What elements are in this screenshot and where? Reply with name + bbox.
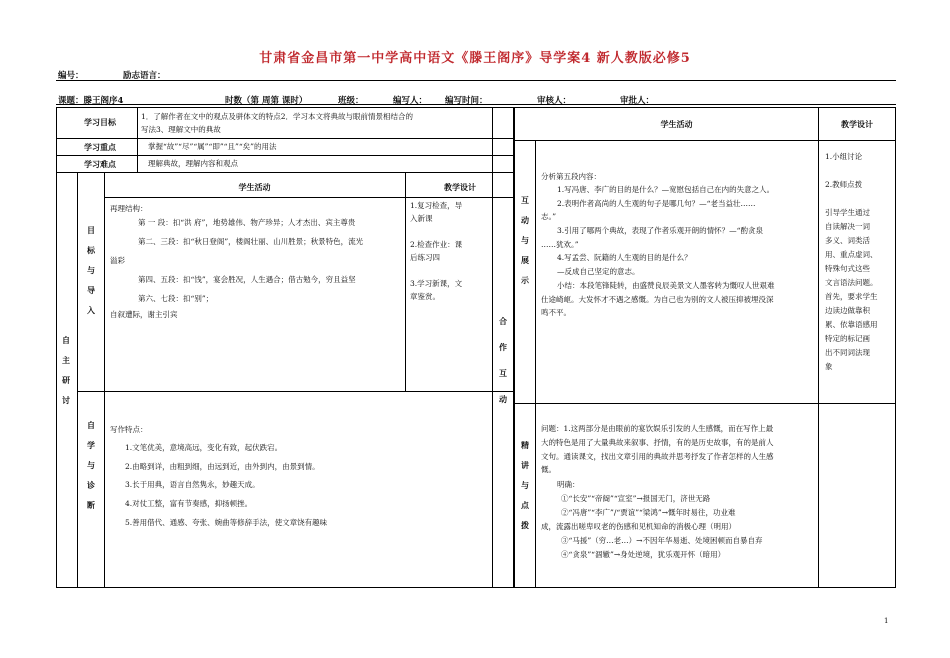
intro-label: 目标与导入 <box>87 225 95 315</box>
col-line <box>137 107 138 172</box>
explain-line-5: 明确： <box>557 480 580 489</box>
explain-line-8: 成，流露出嗟卑叹老的伤感和见机知命的消极心理（明用） <box>541 522 736 531</box>
intro-line-6: 第六、七段：扣“别”； <box>138 294 214 303</box>
row-line <box>56 138 515 139</box>
interact-line-3: 2.表明作者高尚的人生观的句子是哪几句？—“老当益壮…… <box>557 199 756 208</box>
interact-design-1: 1.小组讨论 <box>825 152 863 161</box>
intro-design-5: 3.学习新课，文 <box>410 279 463 288</box>
explain-line-4: 慨。 <box>541 465 556 474</box>
self-study-label: 自主研讨 <box>62 335 70 405</box>
class-label: 班级： <box>338 96 364 106</box>
interact-line-7: 4.写孟尝、阮籍的人生观的目的是什么？ <box>557 253 692 262</box>
goals-line-1: 1．了解作者在文中的观点及骈体文的特点2．学习本文将典故与眼前情景相结合的 <box>141 112 414 121</box>
intro-line-3: 第二、三段：扣“秋日登阁”，楼阁壮丽、山川胜景；秋景特色，流光 <box>138 237 364 246</box>
interact-label: 互动与展示 <box>521 195 529 285</box>
explain-line-1: 问题：1.这两部分是由眼前的宴饮娱乐引发的人生感慨，而在写作上最 <box>541 424 774 433</box>
interact-design-5: 多义、词类活 <box>825 236 870 245</box>
interact-line-4: 志。” <box>541 212 557 221</box>
interact-design-8: 文言语法问题。 <box>825 278 878 287</box>
interact-design-4: 自读解决一词 <box>825 222 870 231</box>
intro-line-1: 再理结构： <box>110 204 148 213</box>
interact-design-6: 用、重点虚词、 <box>825 250 878 259</box>
intro-design-3: 2.检查作业：课 <box>410 240 463 249</box>
diag-line-1: 写作特点： <box>110 425 148 434</box>
reviewer-label: 审核人： <box>537 96 572 106</box>
interact-design-11: 累、依靠语感用 <box>825 320 878 329</box>
focus-label: 学习重点 <box>84 142 116 152</box>
difficulty-text: 理解典故，理解内容和观点 <box>148 159 238 168</box>
interact-line-2: 1.写冯唐、李广的目的是什么？—宽慰包括自己在内的失意之人。 <box>557 185 775 194</box>
col-line <box>535 140 536 588</box>
interact-design-2: 2.教师点拨 <box>825 180 863 189</box>
interact-line-6: ……犹欢。” <box>541 240 579 249</box>
intro-line-2: 第 一 段：扣“洪 府”，地势雄伟、物产珍异；人才杰出、宾主尊贵 <box>138 218 356 227</box>
diag-line-4: 3.长于用典，语言自然隽永，妙趣天成。 <box>125 480 260 489</box>
focus-text: 掌握“故”“尽”“属”“即”“且”“矣”的用法 <box>148 142 277 151</box>
intro-line-5: 第四、五段：扣“饯”，宴会胜况，人生遇合；借古勉今，穷且益坚 <box>138 275 356 284</box>
difficulty-label: 学习难点 <box>84 159 116 169</box>
interact-design-12: 特定的标记画 <box>825 334 870 343</box>
row-line <box>513 140 896 141</box>
time-label: 时数（第 周第 课时） <box>225 96 308 106</box>
motto-label: 励志语言： <box>123 71 166 81</box>
intro-design-1: 1.复习检查，导 <box>410 201 463 210</box>
page-title: 甘肃省金昌市第一中学高中语文《滕王阁序》导学案4 新人教版必修5 <box>259 51 691 66</box>
row-line <box>513 403 896 404</box>
explain-line-10: ④“贪泉”“涸辙”→身处逆境，犹乐观开怀（暗用） <box>561 550 726 559</box>
diag-line-3: 2.由略到详，由粗到细，由远到近，由外到内，由景到情。 <box>125 462 320 471</box>
col-line <box>77 172 78 588</box>
intro-design-4: 后练习四 <box>410 253 440 262</box>
col-line <box>104 172 105 588</box>
right-design-header: 教学设计 <box>841 119 873 129</box>
explain-line-2: 大的特色是用了大量典故来叙事、抒情，有的是历史故事，有的是前人 <box>541 438 774 447</box>
interact-line-1: 分析第五段内容： <box>541 172 601 181</box>
intro-design-2: 入新课 <box>410 214 433 223</box>
interact-line-11: 鸣不平。 <box>541 308 571 317</box>
goals-label: 学习目标 <box>84 117 116 127</box>
row-line <box>104 197 515 198</box>
explain-line-7: ②“冯唐”“李广”/“贾谊”“梁鸿”→慨年时易往，功业难 <box>561 508 736 517</box>
approver-label: 审批人： <box>620 96 655 106</box>
header-divider-2 <box>56 104 896 105</box>
interact-design-3: 引导学生通过 <box>825 208 870 217</box>
interact-design-10: 边读边做靠积 <box>825 306 870 315</box>
page-number: 1 <box>884 617 889 625</box>
row-line <box>77 391 515 392</box>
explain-line-9: ③“马援”（穷…老…）→不因年华易逝、处境困顿而自暴自弃 <box>561 536 763 545</box>
diag-line-5: 4.对仗工整，富有节奏感，抑扬顿挫。 <box>125 499 253 508</box>
diag-line-6: 5.善用借代、通感、夸张、婉曲等修辞手法，使文章饶有趣味 <box>125 518 328 527</box>
col-line <box>513 107 514 588</box>
diag-label: 自学与诊断 <box>87 420 95 510</box>
header-divider <box>56 80 896 81</box>
explain-line-3: 文句。通读课文，找出文章引用的典故并思考抒发了作者怎样的人生感 <box>541 452 774 461</box>
interact-line-8: —反成自己坚定的意志。 <box>557 267 640 276</box>
left-design-header: 教学设计 <box>444 182 476 192</box>
number-label: 编号： <box>58 71 84 81</box>
intro-line-4: 溢彩 <box>110 256 125 265</box>
interact-line-9: 小结：本段笔锋陡转，由盛赞良辰美景文人墨客转为慨叹人世艰难 <box>557 281 775 290</box>
left-activity-header: 学生活动 <box>238 182 271 192</box>
interact-design-7: 特殊句式这些 <box>825 264 870 273</box>
diag-line-2: 1.文笔优美，意境高远，变化有致，起伏跌宕。 <box>125 443 283 452</box>
col-line <box>405 172 406 391</box>
goals-line-2: 写法3、理解文中的典故 <box>141 125 221 134</box>
explain-label: 精讲与点拨 <box>521 440 529 530</box>
interact-design-9: 首先，要求学生 <box>825 292 878 301</box>
intro-design-6: 章鉴赏。 <box>410 292 440 301</box>
topic-label: 课题：滕王阁序4 <box>58 96 124 106</box>
interact-line-10: 仕途崎岖。大发怀才不遇之感慨。为自己也为别的文人被压抑被埋没深 <box>541 295 774 304</box>
explain-line-6: ①“长安”“帝阍”“宣室”→报国无门，济世无路 <box>561 494 711 503</box>
interact-design-13: 出不同词法现 <box>825 348 870 357</box>
interact-line-5: 3.引用了哪两个典故，表现了作者乐观开朗的情怀？—“酌贪泉 <box>557 226 763 235</box>
intro-line-7: 自叙遭际，谢主引宾 <box>110 310 178 319</box>
cooperation-label: 合作互动 <box>499 316 507 404</box>
interact-design-14: 象 <box>825 362 833 371</box>
right-activity-header: 学生活动 <box>660 119 693 129</box>
row-line <box>56 155 515 156</box>
write-time-label: 编写时间： <box>445 96 488 106</box>
col-line <box>818 107 819 588</box>
author-label: 编写人： <box>393 96 428 106</box>
row-line <box>56 172 515 173</box>
